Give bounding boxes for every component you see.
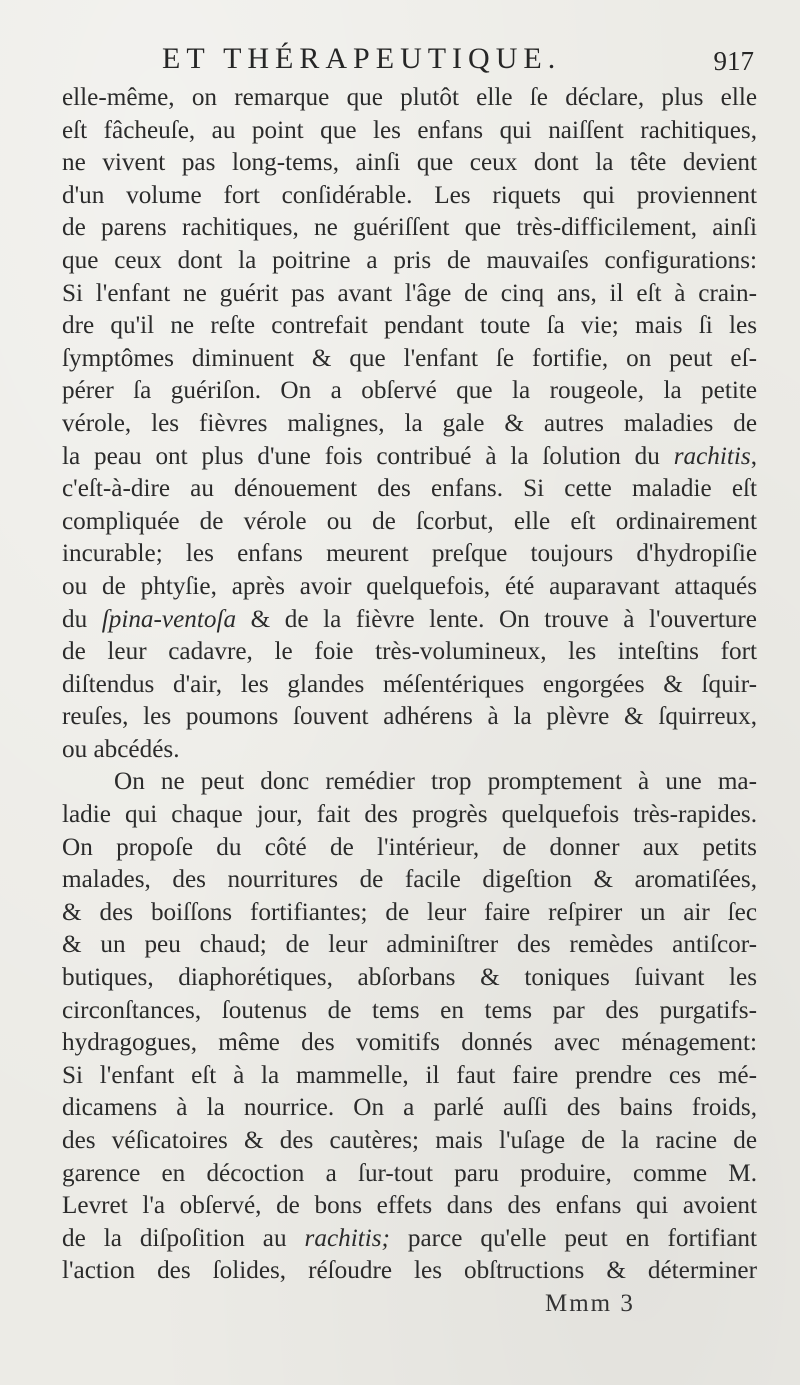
text-line (62, 343, 757, 376)
text-line (62, 766, 757, 799)
italic-term: rachitis; (304, 1224, 390, 1252)
text-line (62, 147, 757, 180)
text-span: eſt fâcheuſe, au point que les enfans qui naiſſent rachitiques, (62, 116, 757, 144)
text-line (62, 473, 757, 506)
text-span: vérole, les fièvres malignes, la gale & autres maladies de (62, 409, 757, 437)
text-span: & un peu chaud; de leur adminiſtrer des remèdes antiſcor- (62, 931, 757, 959)
text-line (62, 734, 757, 767)
text-line (62, 669, 757, 702)
text-line (62, 180, 757, 213)
text-span: ou de phtyſie, après avoir quelquefois, été auparavant attaqués (62, 572, 757, 600)
text-line (62, 995, 757, 1028)
text-line (62, 1255, 757, 1288)
text-line (62, 278, 757, 311)
text-span: ou abcédés. (62, 735, 180, 763)
text-line (62, 212, 757, 245)
body-text (62, 82, 757, 1288)
text-span: malades, des nourritures de facile digeſtion & aromatiſées, (62, 866, 757, 894)
text-span: dre qu'il ne reſte contrefait pendant toute ſa vie; mais ſi les (62, 312, 757, 340)
text-span: compliquée de vérole ou de ſcorbut, elle eſt ordinairement (62, 507, 757, 535)
text-line (62, 82, 757, 115)
text-span: ladie qui chaque jour, fait des progrès quelquefois très-rapides. (62, 801, 757, 829)
text-line (62, 636, 757, 669)
text-span: garence en décoction a ſur-tout paru produire, comme M. (62, 1159, 757, 1187)
text-span: reuſes, les poumons ſouvent adhérens à la plèvre & ſquirreux, (62, 703, 757, 731)
text-line (62, 408, 757, 441)
text-span: On ne peut donc remédier trop promptement à une ma- (114, 768, 757, 796)
text-line (62, 604, 757, 637)
italic-term: ſpina-ventoſa (101, 605, 237, 633)
text-span: ſymptômes diminuent & que l'enfant ſe fortifie, on peut eſ- (62, 344, 757, 372)
text-line (62, 571, 757, 604)
text-span: de leur cadavre, le foie très-volumineux, les inteſtins fort (62, 638, 757, 666)
text-span: c'eſt-à-dire au dénouement des enfans. Si cette maladie eſt (62, 475, 757, 503)
text-span: dicamens à la nourrice. On a parlé auſſi des bains froids, (62, 1094, 757, 1122)
running-head (60, 42, 760, 82)
text-span: & des boiſſons fortifiantes; de leur faire reſpirer un air ſec (62, 898, 757, 926)
text-span: des véſicatoires & des cautères; mais l'uſage de la racine de (62, 1127, 757, 1154)
text-line (62, 115, 757, 148)
text-line (62, 310, 757, 343)
text-span: butiques, diaphorétiques, abſorbans & toniques ſuivant les (62, 964, 757, 992)
text-line (62, 962, 757, 995)
page-number: 917 (713, 46, 754, 76)
text-span: On propoſe du côté de l'intérieur, de donner aux petits (62, 833, 757, 861)
text-line (62, 1092, 757, 1125)
text-line (62, 1125, 757, 1158)
text-span: Si l'enfant ne guérit pas avant l'âge de cinq ans, il eſt à crain- (62, 279, 757, 307)
text-line (62, 1027, 757, 1060)
text-line (62, 864, 757, 897)
text-span: , (750, 442, 757, 470)
text-line (62, 538, 757, 571)
text-line (62, 799, 757, 832)
text-span: circonſtances, ſoutenus de tems en tems par des purgatifs- (62, 996, 757, 1024)
text-line (62, 897, 757, 930)
text-span: la peau ont plus d'une fois contribué à la ſolution du (62, 442, 674, 470)
text-line (62, 506, 757, 539)
text-span: elle-même, on remarque que plutôt elle ſe déclare, plus elle (62, 84, 757, 111)
signature-mark: Mmm 3 (545, 1290, 635, 1317)
text-span: Levret l'a obſervé, de bons effets dans des enfans qui avoient (62, 1192, 757, 1220)
text-span: incurable; les enfans meurent preſque toujours d'hydropiſie (62, 540, 757, 568)
text-line (62, 1060, 757, 1093)
text-span: ne vivent pas long-tems, ainſi que ceux dont la tête devient (62, 149, 757, 177)
text-span: du (62, 605, 102, 633)
text-line (62, 701, 757, 734)
text-span: diſtendus d'air, les glandes méſentériques engorgées & ſquir- (62, 670, 757, 698)
text-span: de parens rachitiques, ne guériſſent que très-difficilement, ainſi (62, 214, 757, 242)
text-span: hydragogues, même des vomitifs donnés avec ménagement: (62, 1029, 757, 1057)
text-line (62, 1190, 757, 1223)
text-line (62, 1223, 757, 1256)
text-line (62, 375, 757, 408)
text-span: d'un volume fort conſidérable. Les riquets qui proviennent (62, 181, 757, 209)
running-title: ET THÉRAPEUTIQUE. (162, 42, 562, 75)
text-line (62, 832, 757, 865)
italic-term: rachitis (673, 442, 751, 470)
text-span: parce qu'elle peut en fortifiant (389, 1224, 757, 1252)
text-span: l'action des ſolides, réſoudre les obſtructions & déterminer (62, 1257, 757, 1285)
text-line (62, 1158, 757, 1191)
text-line (62, 245, 757, 278)
text-line (62, 929, 757, 962)
text-line (62, 441, 757, 474)
text-span: & de la fièvre lente. On trouve à l'ouverture (236, 605, 757, 633)
text-span: pérer ſa guériſon. On a obſervé que la rougeole, la petite (62, 377, 757, 405)
text-span: de la diſpoſition au (62, 1224, 305, 1252)
text-span: Si l'enfant eſt à la mammelle, il faut faire prendre ces mé- (62, 1061, 757, 1089)
text-span: que ceux dont la poitrine a pris de mauvaiſes configurations: (62, 246, 757, 274)
